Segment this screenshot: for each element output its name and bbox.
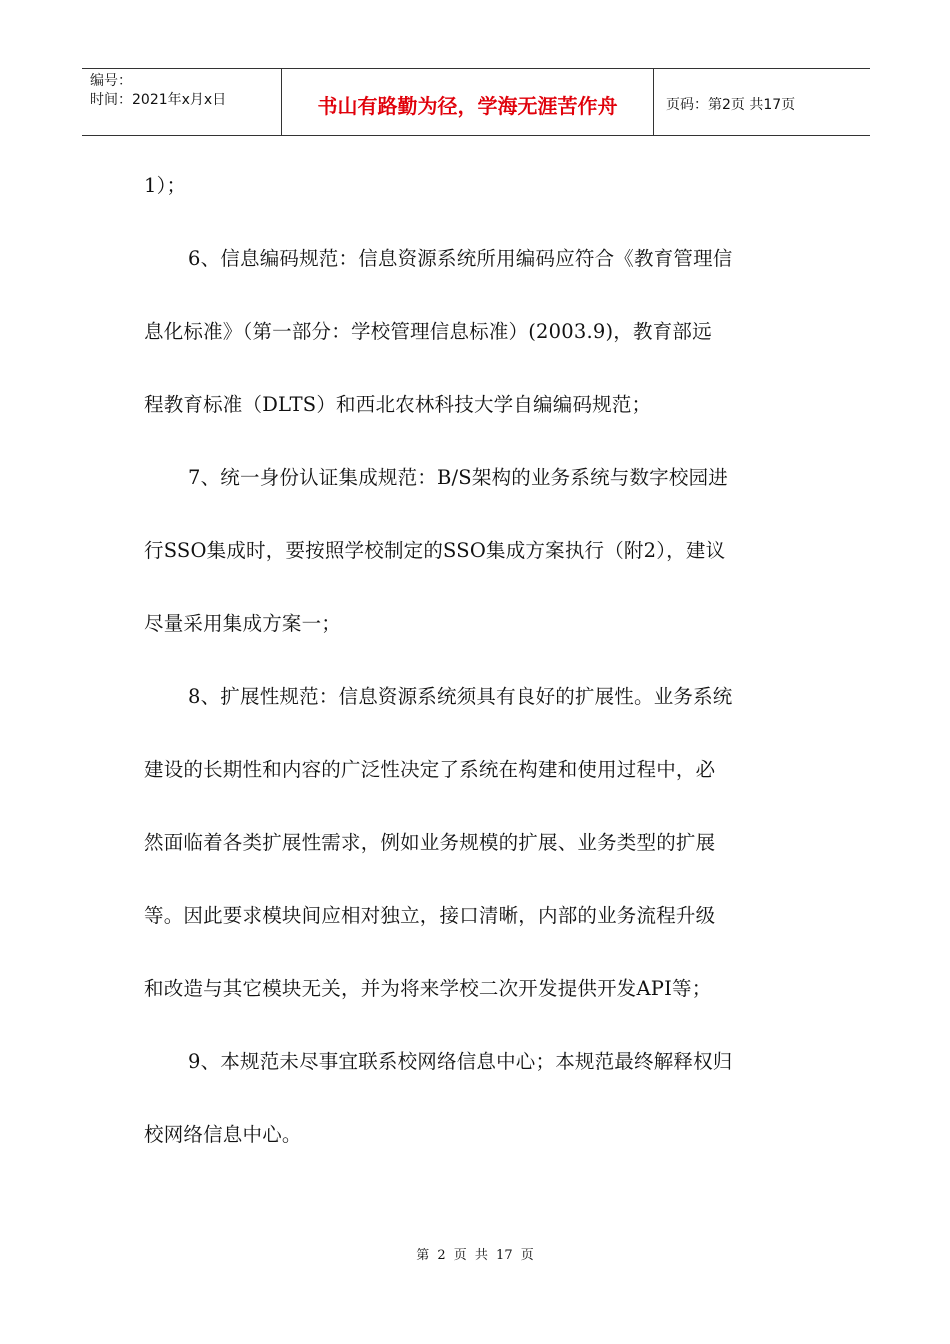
page-footer: 第 2 页 共 17 页 — [416, 1248, 534, 1263]
header-date-label: 时间：2021年x月x日 — [90, 92, 227, 108]
body-line: 9、本规范未尽事宜联系校网络信息中心；本规范最终解释权归 — [188, 1050, 733, 1073]
body-line: 6、信息编码规范：信息资源系统所用编码应符合《教育管理信 — [188, 247, 733, 270]
body-line: 程教育标准（DLTS）和西北农林科技大学自编编码规范； — [144, 393, 652, 416]
header-number-label: 编号： — [90, 73, 132, 89]
body-line: 和改造与其它模块无关，并为将来学校二次开发提供开发API等； — [144, 977, 712, 1000]
document-body — [144, 160, 812, 1182]
body-line: 8、扩展性规范：信息资源系统须具有良好的扩展性。业务系统 — [188, 685, 733, 708]
page-header — [82, 68, 870, 136]
header-page-label: 页码：第2页 共17页 — [666, 97, 796, 113]
body-line: 建设的长期性和内容的广泛性决定了系统在构建和使用过程中，必 — [144, 758, 716, 781]
body-line: 然面临着各类扩展性需求，例如业务规模的扩展、业务类型的扩展 — [144, 831, 716, 854]
header-meta-cell — [82, 69, 282, 135]
body-line: 1）； — [144, 174, 187, 197]
body-line: 尽量采用集成方案一； — [144, 612, 342, 635]
body-line: 校网络信息中心。 — [144, 1123, 302, 1146]
body-line: 等。因此要求模块间应相对独立，接口清晰，内部的业务流程升级 — [144, 904, 716, 927]
header-motto: 书山有路勤为径，学海无涯苦作舟 — [282, 69, 654, 135]
body-line: 息化标准》（第一部分：学校管理信息标准）(2003.9)，教育部远 — [144, 320, 712, 343]
body-line: 行SSO集成时，要按照学校制定的SSO集成方案执行（附2），建议 — [144, 539, 726, 562]
body-line: 7、统一身份认证集成规范：B/S架构的业务系统与数字校园进 — [188, 466, 728, 489]
